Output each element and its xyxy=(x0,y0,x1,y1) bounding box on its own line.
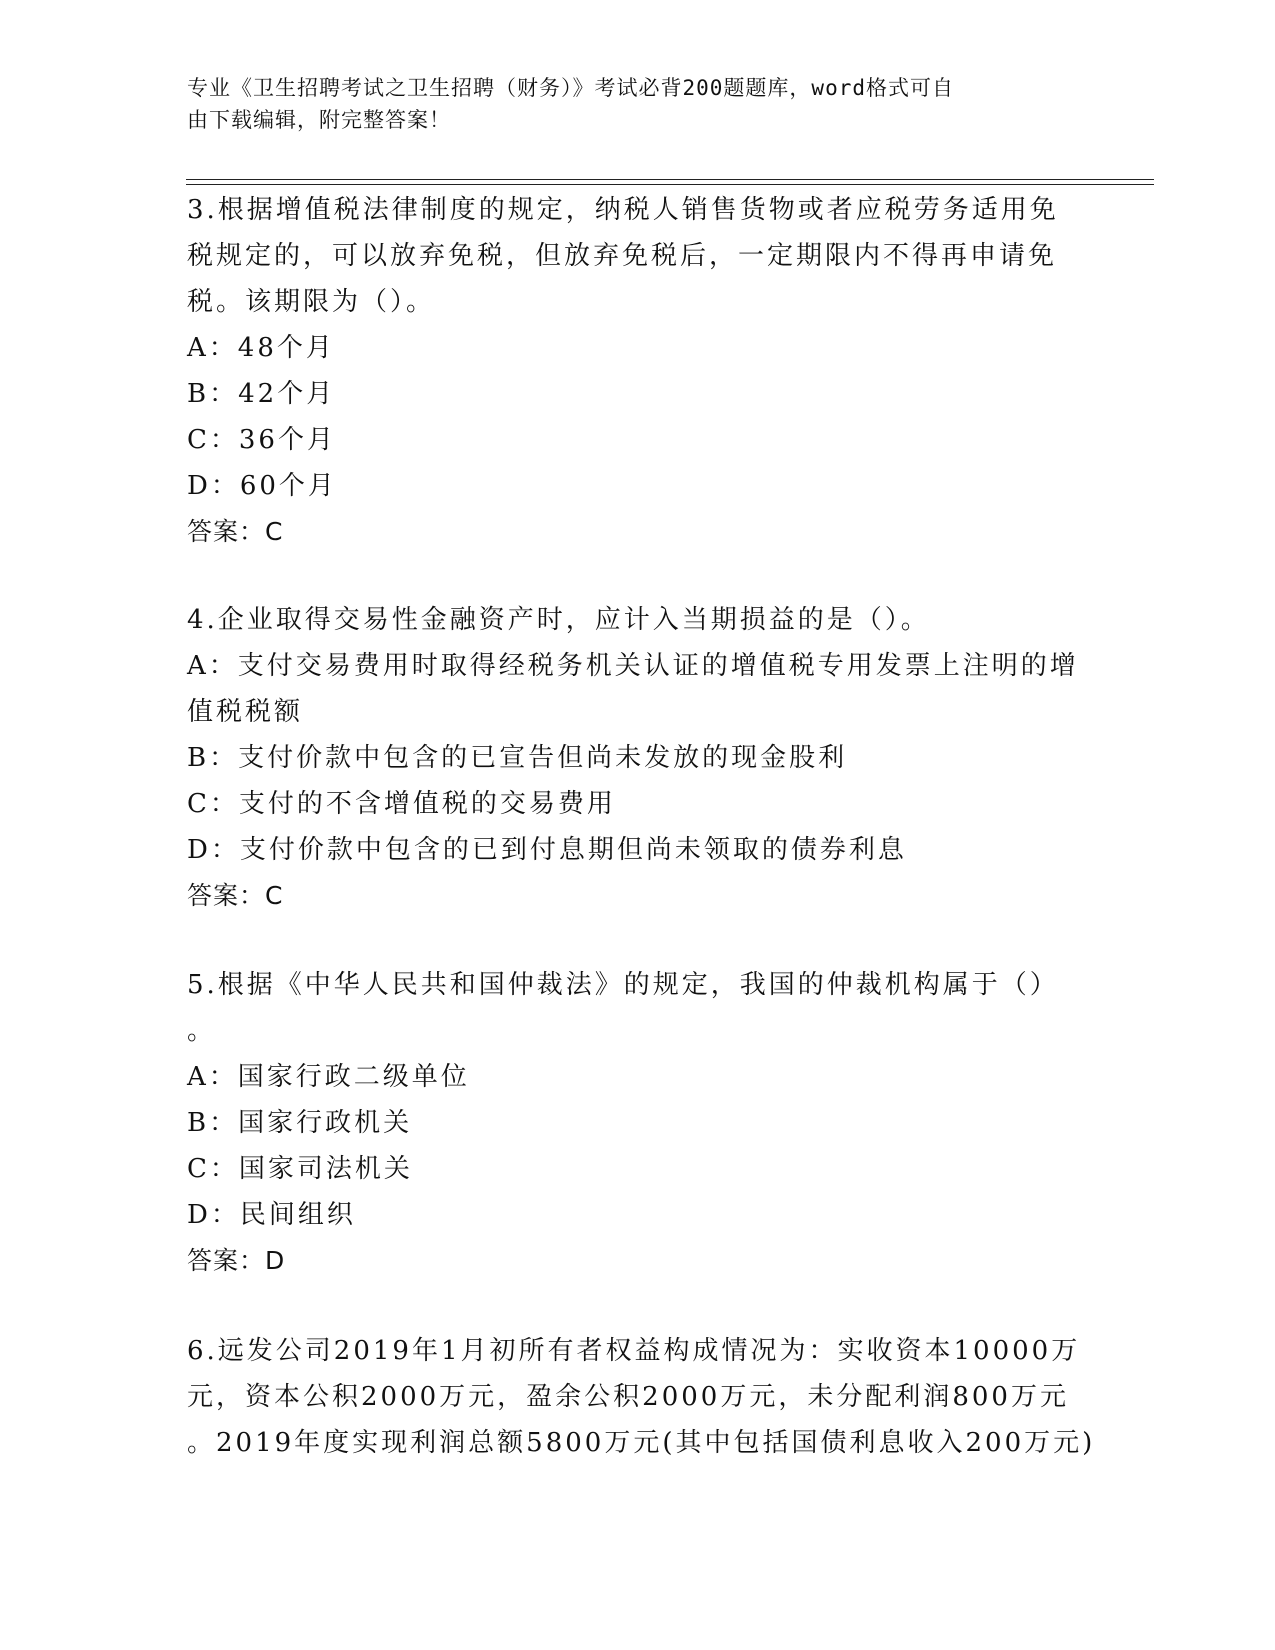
option-d: D：支付价款中包含的已到付息期但尚未领取的债券利息 xyxy=(187,835,907,865)
question-stem-line: 元，资本公积2000万元，盈余公积2000万元，未分配利润800万元 xyxy=(187,1382,1069,1412)
option-a: A：支付交易费用时取得经税务机关认证的增值税专用发票上注明的增 xyxy=(187,651,1079,681)
option-c: C：国家司法机关 xyxy=(187,1154,413,1184)
question-3 xyxy=(187,187,1087,555)
option-b: B：42个月 xyxy=(187,379,336,409)
option-b: B：国家行政机关 xyxy=(187,1108,413,1138)
answer-line: 答案：D xyxy=(187,1246,286,1275)
question-stem-line: 。 xyxy=(187,1016,217,1046)
question-stem-line: 税。该期限为（）。 xyxy=(187,287,436,317)
option-c: C：36个月 xyxy=(187,425,336,455)
option-d: D：民间组织 xyxy=(187,1200,356,1230)
question-stem-line: 3.根据增值税法律制度的规定，纳税人销售货物或者应税劳务适用免 xyxy=(187,195,1059,225)
document-header xyxy=(187,72,1087,136)
header-line-2: 由下载编辑，附完整答案！ xyxy=(187,108,451,132)
question-stem-line: 6.远发公司2019年1月初所有者权益构成情况为：实收资本10000万 xyxy=(187,1336,1081,1366)
question-stem-line: 5.根据《中华人民共和国仲裁法》的规定，我国的仲裁机构属于（） xyxy=(187,970,1059,1000)
question-4 xyxy=(187,597,1087,919)
option-a-continued: 值税税额 xyxy=(187,697,304,727)
header-line-1: 专业《卫生招聘考试之卫生招聘（财务）》考试必背200题题库，word格式可自 xyxy=(187,76,954,100)
header-divider-bottom xyxy=(186,184,1154,185)
option-a: A：国家行政二级单位 xyxy=(187,1062,470,1092)
answer-line: 答案：C xyxy=(187,517,284,546)
option-a: A：48个月 xyxy=(187,333,335,363)
question-stem-line: 4.企业取得交易性金融资产时，应计入当期损益的是（）。 xyxy=(187,605,930,635)
question-5 xyxy=(187,962,1087,1284)
header-divider-top xyxy=(186,179,1154,180)
question-6 xyxy=(187,1328,1096,1466)
option-b: B：支付价款中包含的已宣告但尚未发放的现金股利 xyxy=(187,743,848,773)
option-d: D：60个月 xyxy=(187,471,337,501)
answer-line: 答案：C xyxy=(187,881,284,910)
question-stem-line: 税规定的，可以放弃免税，但放弃免税后，一定期限内不得再申请免 xyxy=(187,241,1058,271)
option-c: C：支付的不含增值税的交易费用 xyxy=(187,789,616,819)
question-stem-line: 。2019年度实现利润总额5800万元(其中包括国债利息收入200万元) xyxy=(187,1428,1096,1458)
